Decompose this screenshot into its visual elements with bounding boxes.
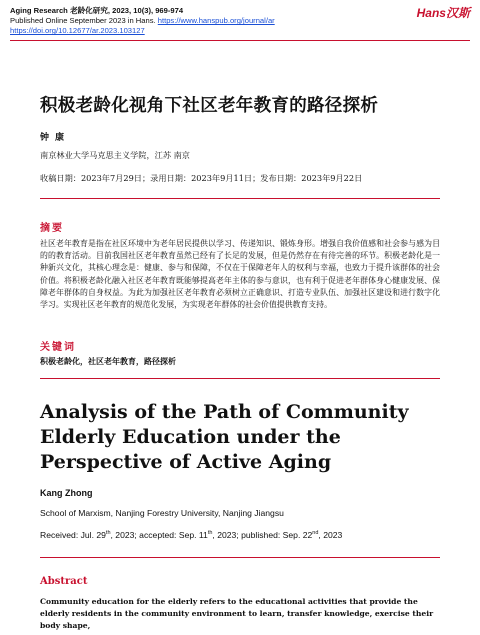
journal-header (10, 6, 470, 37)
cn-abstract-heading: 摘要 (40, 223, 64, 234)
journal-url-link[interactable]: https://www.hanspub.org/journal/ar (157, 16, 275, 26)
en-abstract-heading: Abstract (40, 576, 88, 587)
cn-dates-divider (40, 198, 440, 199)
published-note: Published Online September 2023 in Hans. (10, 16, 156, 26)
en-title-line: Elderly Education under the (40, 426, 341, 448)
cn-keywords: 积极老龄化，社区老年教育，路径探析 (40, 357, 176, 366)
en-dates: Received: Jul. 29th, 2023; accepted: Sep. 11th, 2023; published: Sep. 22nd, 2023 (40, 530, 343, 540)
journal-citation: 老龄化研究, 2023, 10(3), 969-974 (69, 6, 184, 15)
cn-title: 积极老龄化视角下社区老年教育的路径探析 (40, 96, 379, 116)
cn-affiliation: 南京林业大学马克思主义学院，江苏 南京 (40, 150, 190, 160)
header-divider (10, 40, 470, 41)
cn-keywords-heading: 关键词 (40, 342, 76, 353)
hans-logo: Hans汉斯 (416, 6, 470, 20)
en-dates-divider (40, 557, 440, 558)
en-title-line: Analysis of the Path of Community (40, 401, 409, 423)
journal-name: Aging Research (10, 6, 68, 15)
en-title (40, 400, 440, 475)
en-author: Kang Zhong (40, 488, 93, 498)
cn-dates: 收稿日期：2023年7月29日；录用日期：2023年9月11日；发布日期：2023年9月22日 (40, 173, 363, 183)
en-abstract: Community education for the elderly refers to the educational activities that provide the elderly residents in the community environment to learn, transfer knowledge, exercise their body shape, (40, 597, 434, 630)
cn-keywords-divider (40, 378, 440, 379)
cn-abstract: 社区老年教育是指在社区环境中为老年居民提供以学习、传递知识、锻炼身形。增强自我价值感和社会参与感为目的的教育活动。目前我国社区老年教育虽然已经有了长足的发展，但是仍然存在有待完善的环节。积极老龄化是一种新兴文化，其核心理念是：健康、参与和保障，不仅在于保障老年人的权利与幸福，也致力于提升该群体的社会价值。将积极老龄化融入社区老年教育既能够提高老年主体的参与意识，也有利于促进老年群体身心健康发展、保障老年群体的自身权益。为此为加强社区老年教育必须树立正确意识、打造专业队伍、加强社区建设和进行数字化学习。实现社区老年教育的规范化发展，为实现老年群体的社会价值提供教育支持。 (40, 239, 440, 310)
en-affiliation: School of Marxism, Nanjing Forestry University, Nanjing Jiangsu (40, 508, 284, 518)
doi-link[interactable]: https://doi.org/10.12677/ar.2023.103127 (10, 26, 145, 36)
cn-author: 钟康 (40, 133, 71, 143)
en-title-line: Perspective of Active Aging (40, 451, 332, 473)
